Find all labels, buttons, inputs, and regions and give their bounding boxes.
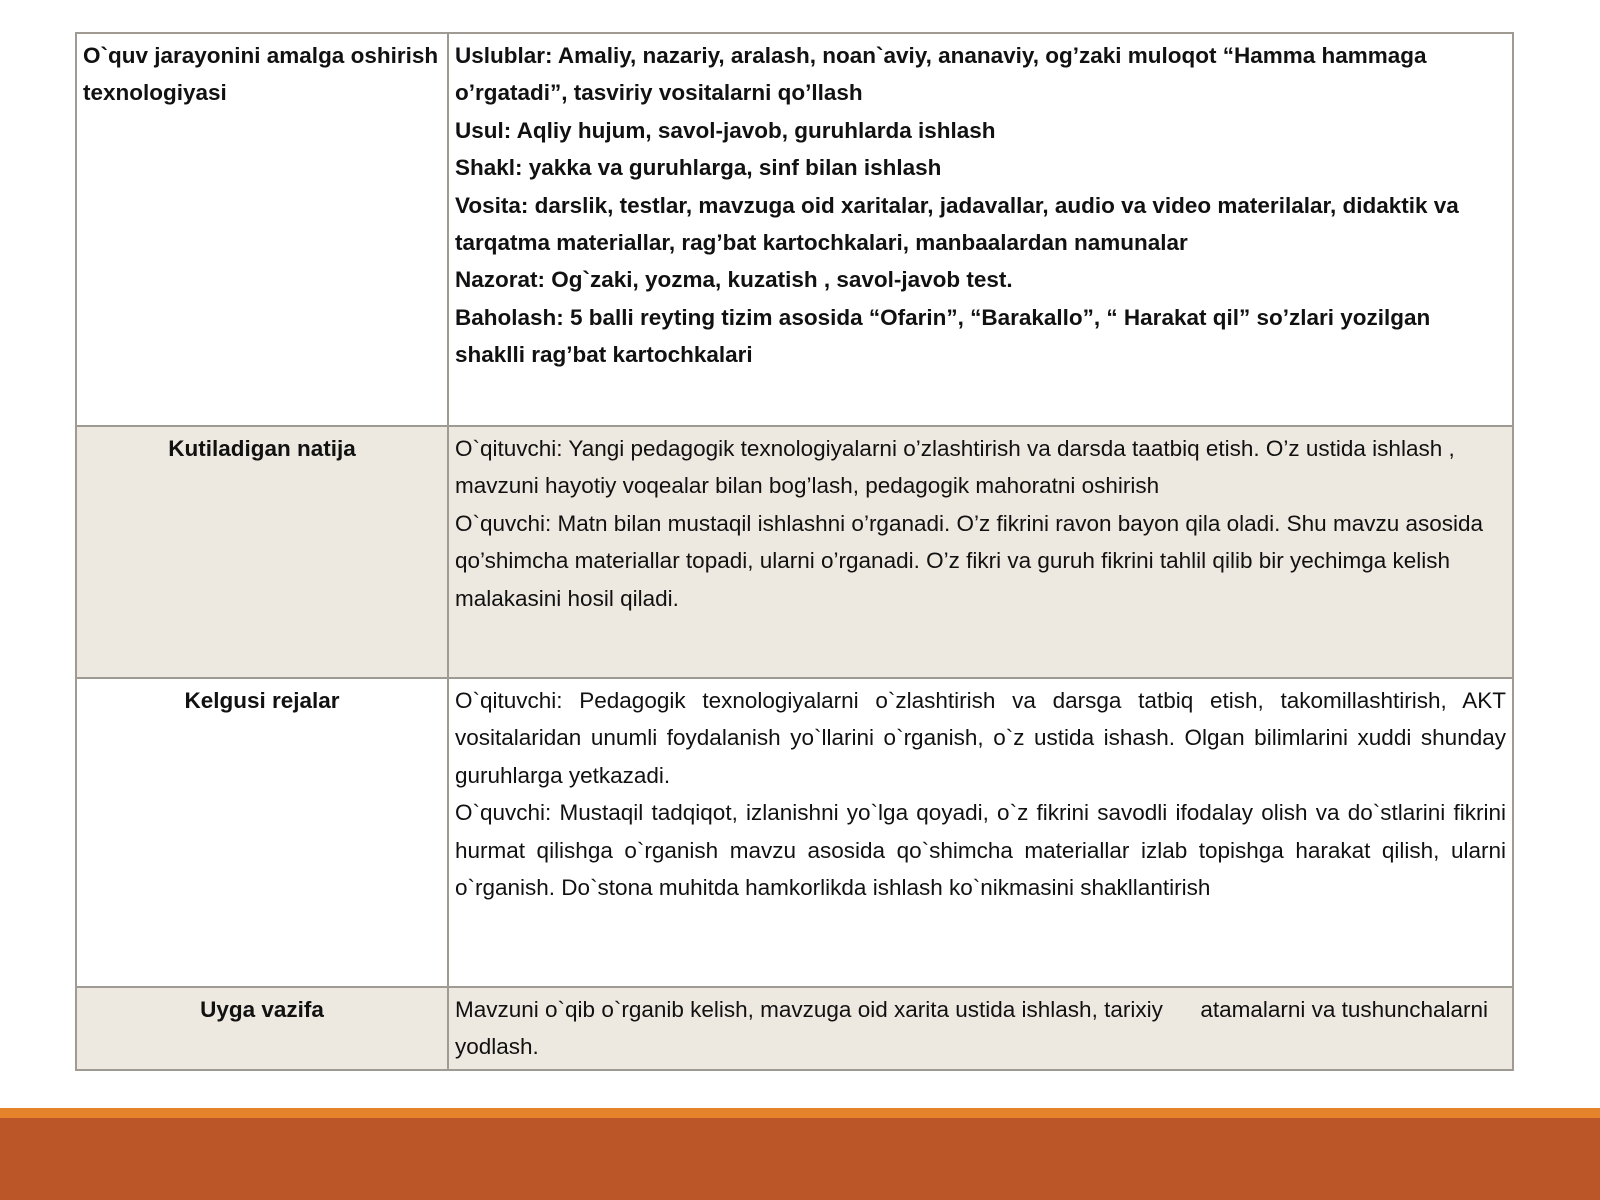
lesson-plan-table [75,32,1514,1071]
row-content-future-plans [448,678,1513,987]
table-row-future-plans [76,678,1513,987]
table-row-technology [76,33,1513,426]
row-content-expected-result [448,426,1513,678]
row-label-homework: Uyga vazifa [76,987,448,1070]
method-text: Usul: Aqliy hujum, savol-javob, guruhlarda ishlash [455,117,996,143]
row-content-technology [448,33,1513,426]
assessment-text: Baholash: 5 balli reyting tizim asosida “Ofarin”, “Barakallo”, “ Harakat qil” so’zlari yozilgan shaklli rag’bat kartochkalari [455,304,1431,368]
student-plan-text: O`quvchi: Mustaqil tadqiqot, izlanishni yo`lga qoyadi, o`z fikrini savodli ifodalay olish va do`stlarini fikrini hurmat qilishga o`rganish mavzu asosida qo`shimcha materiallar izlab topishga harakat qilish, ularni o`rganish. Do`stona muhitda hamkorlikda ishlash ko`nikmasini shakllantirish [455,800,1506,901]
table-row-homework [76,987,1513,1070]
table-row-expected-result [76,426,1513,678]
control-text: Nazorat: Og`zaki, yozma, kuzatish , savol-javob test. [455,267,1013,293]
student-result-text: O`quvchi: Matn bilan mustaqil ishlashni o’rganadi. O’z fikrini ravon bayon qila oladi. Shu mavzu asosida qo’shimcha materiallar topadi, ularni o’rganadi. O’z fikri va guruh fikrini tahlil qilib bir yechimga kelish malakasini hosil qiladi. [455,510,1484,611]
row-label-technology: O`quv jarayonini amalga oshirish texnologiyasi [76,33,448,426]
homework-text: Mavzuni o`qib o`rganib kelish, mavzuga oid xarita ustida ishlash, tarixiy atamalarni va tushunchalarni yodlash. [455,997,1495,1060]
footer-bar [0,1108,1600,1200]
row-label-future-plans: Kelgusi rejalar [76,678,448,987]
teacher-result-text: O`qituvchi: Yangi pedagogik texnologiyalarni o’zlashtirish va darsda taatbiq etish. O’z ustida ishlash , mavzuni hayotiy voqealar bilan bog’lash, pedagogik mahoratni oshirish [455,436,1455,499]
tools-text: Vosita: darslik, testlar, mavzuga oid xaritalar, jadavallar, audio va video materilalar, didaktik va tarqatma materiallar, rag’bat kartochkalari, manbaalardan namunalar [455,192,1459,256]
row-label-expected-result: Kutiladigan natija [76,426,448,678]
methods-text: Uslublar: Amaliy, nazariy, aralash, noan`aviy, ananaviy, og’zaki muloqot “Hamma hammaga o’rgatadi”, tasviriy vositalarni qo’llash [455,43,1427,106]
form-text: Shakl: yakka va guruhlarga, sinf bilan ishlash [455,155,942,181]
teacher-plan-text: O`qituvchi: Pedagogik texnologiyalarni o`zlashtirish va darsga tatbiq etish, takomillashtirish, AKT vositalaridan unumli foydalanish yo`llarini o`rganish, o`z ustida ishash. Olgan bilimlarini xuddi shunday guruhlarga yetkazadi. [455,688,1506,788]
row-content-homework [448,987,1513,1070]
